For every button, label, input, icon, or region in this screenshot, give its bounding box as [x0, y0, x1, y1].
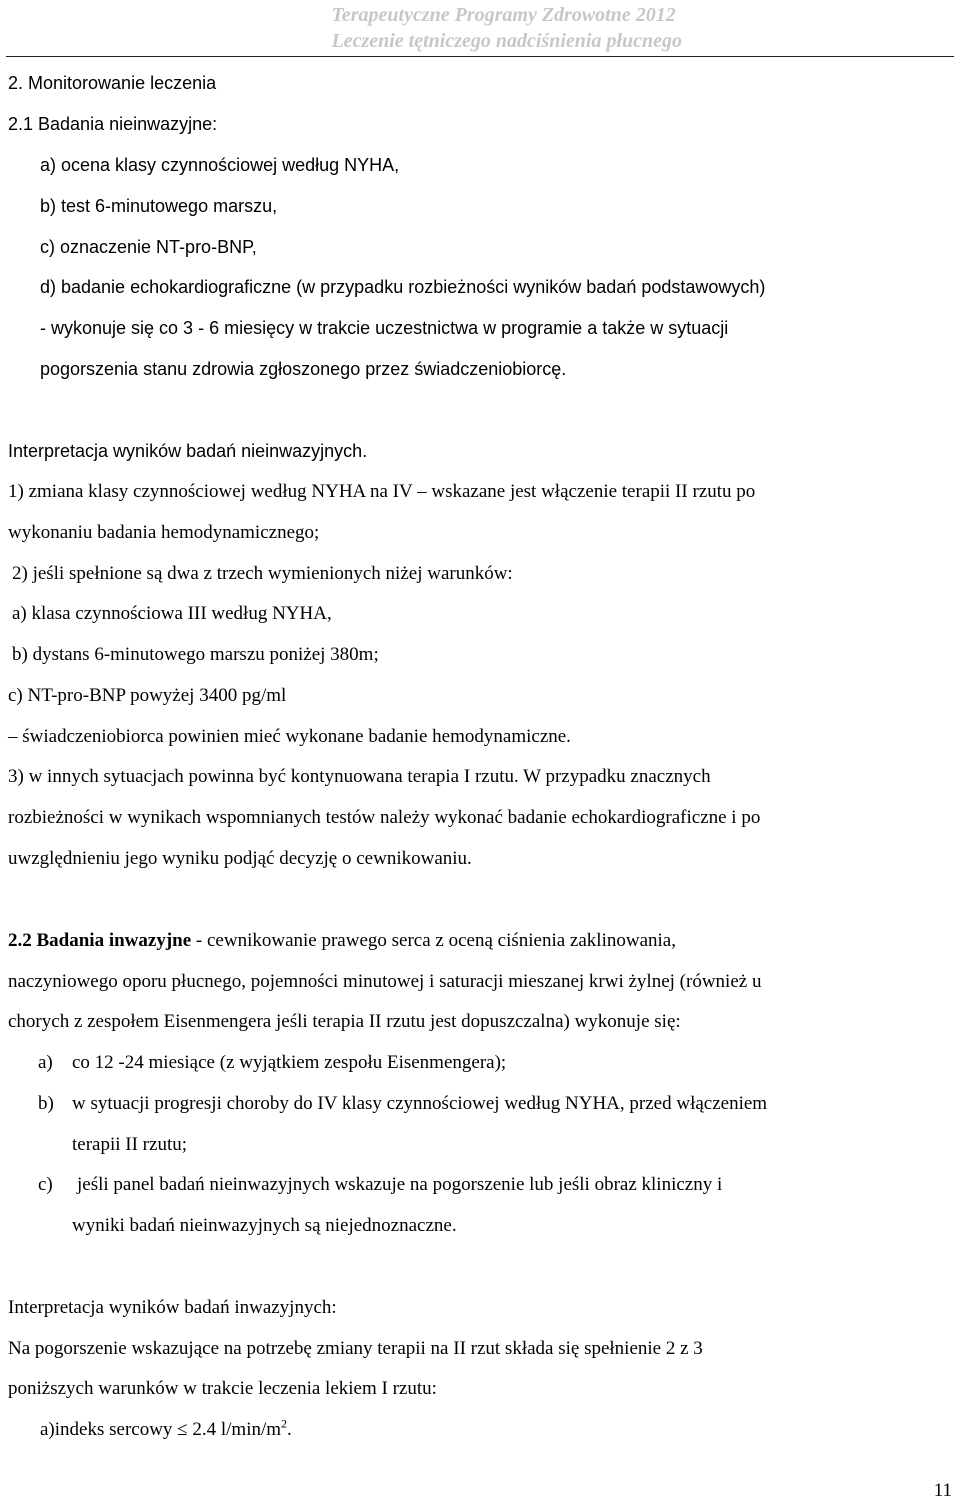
list-item: jeśli panel badań nieinwazyjnych wskazuje na pogorszenie lub jeśli obraz kliniczny i: [77, 1174, 723, 1195]
list-marker: b): [38, 1093, 54, 1114]
subsection-heading: 2.1 Badania nieinwazyjne:: [8, 114, 218, 134]
paragraph-line: 1) zmiana klasy czynnościowej według NYHA na IV – wskazane jest włączenie terapii II rzutu po: [8, 481, 756, 502]
list-item-continuation: terapii II rzutu;: [72, 1134, 188, 1155]
list-item: [40, 1418, 292, 1442]
list-marker: c): [38, 1174, 53, 1195]
invasive-heading: 2.2 Badania inwazyjne: [8, 930, 192, 951]
list-item: a) ocena klasy czynnościowej według NYHA,: [40, 155, 400, 175]
interpretation-heading: Interpretacja wyników badań inwazyjnych:: [8, 1297, 337, 1318]
list-item: d) badanie echokardiograficzne (w przypadku rozbieżności wyników badań podstawowych): [40, 277, 766, 297]
superscript: 2: [281, 1416, 288, 1431]
paragraph-line: - wykonuje się co 3 - 6 miesięcy w trakcie uczestnictwa w programie a także w sytuacji: [40, 318, 729, 338]
running-header: [331, 2, 682, 54]
period: .: [287, 1419, 292, 1440]
paragraph-line: – świadczeniobiorca powinien mieć wykonane badanie hemodynamiczne.: [8, 726, 571, 747]
header-rule: [6, 56, 954, 57]
paragraph-line: wykonaniu badania hemodynamicznego;: [8, 522, 320, 543]
list-item: co 12 -24 miesiące (z wyjątkiem zespołu Eisenmengera);: [72, 1052, 507, 1073]
cardiac-index-text: a)indeks sercowy ≤ 2.4 l/min/m: [40, 1419, 282, 1440]
list-marker: a): [38, 1052, 53, 1073]
header-subtitle: Leczenie tętniczego nadciśnienia płucnego: [331, 30, 682, 52]
paragraph-line: rozbieżności w wynikach wspomnianych testów należy wykonać badanie echokardiograficzne i po: [8, 807, 761, 828]
paragraph-line: uwzględnieniu jego wyniku podjąć decyzję o cewnikowaniu.: [8, 848, 472, 869]
paragraph-line: Na pogorszenie wskazujące na potrzebę zmiany terapii na II rzut składa się spełnienie 2 z 3: [8, 1338, 703, 1359]
paragraph-line: chorych z zespołem Eisenmengera jeśli terapia II rzutu jest dopuszczalna) wykonuje się:: [8, 1011, 681, 1032]
list-item: c) NT-pro-BNP powyżej 3400 pg/ml: [8, 685, 287, 706]
paragraph-line: naczyniowego oporu płucnego, pojemności minutowej i saturacji mieszanej krwi żylnej (również u: [8, 971, 762, 992]
header-title: Terapeutyczne Programy Zdrowotne 2012: [331, 4, 676, 26]
interpretation-heading: Interpretacja wyników badań nieinwazyjnych.: [8, 441, 368, 461]
paragraph-line: 3) w innych sytuacjach powinna być kontynuowana terapia I rzutu. W przypadku znacznych: [8, 766, 711, 787]
invasive-description: - cewnikowanie prawego serca z oceną ciśnienia zaklinowania,: [191, 930, 676, 951]
paragraph-line: poniższych warunków w trakcie leczenia lekiem I rzutu:: [8, 1378, 437, 1399]
list-item-continuation: wyniki badań nieinwazyjnych są niejednoznaczne.: [72, 1215, 457, 1236]
paragraph-line: [8, 929, 676, 953]
paragraph-line: 2) jeśli spełnione są dwa z trzech wymienionych niżej warunków:: [12, 563, 513, 584]
page-number: 11: [933, 1480, 952, 1501]
list-item: w sytuacji progresji choroby do IV klasy czynnościowej według NYHA, przed włączeniem: [72, 1093, 768, 1114]
list-item: b) test 6-minutowego marszu,: [40, 196, 278, 216]
list-item: a) klasa czynnościowa III według NYHA,: [12, 603, 332, 624]
section-heading: 2. Monitorowanie leczenia: [8, 73, 217, 93]
paragraph-line: pogorszenia stanu zdrowia zgłoszonego przez świadczeniobiorcę.: [40, 359, 567, 379]
list-item: b) dystans 6-minutowego marszu poniżej 380m;: [12, 644, 379, 665]
list-item: c) oznaczenie NT-pro-BNP,: [40, 237, 257, 257]
